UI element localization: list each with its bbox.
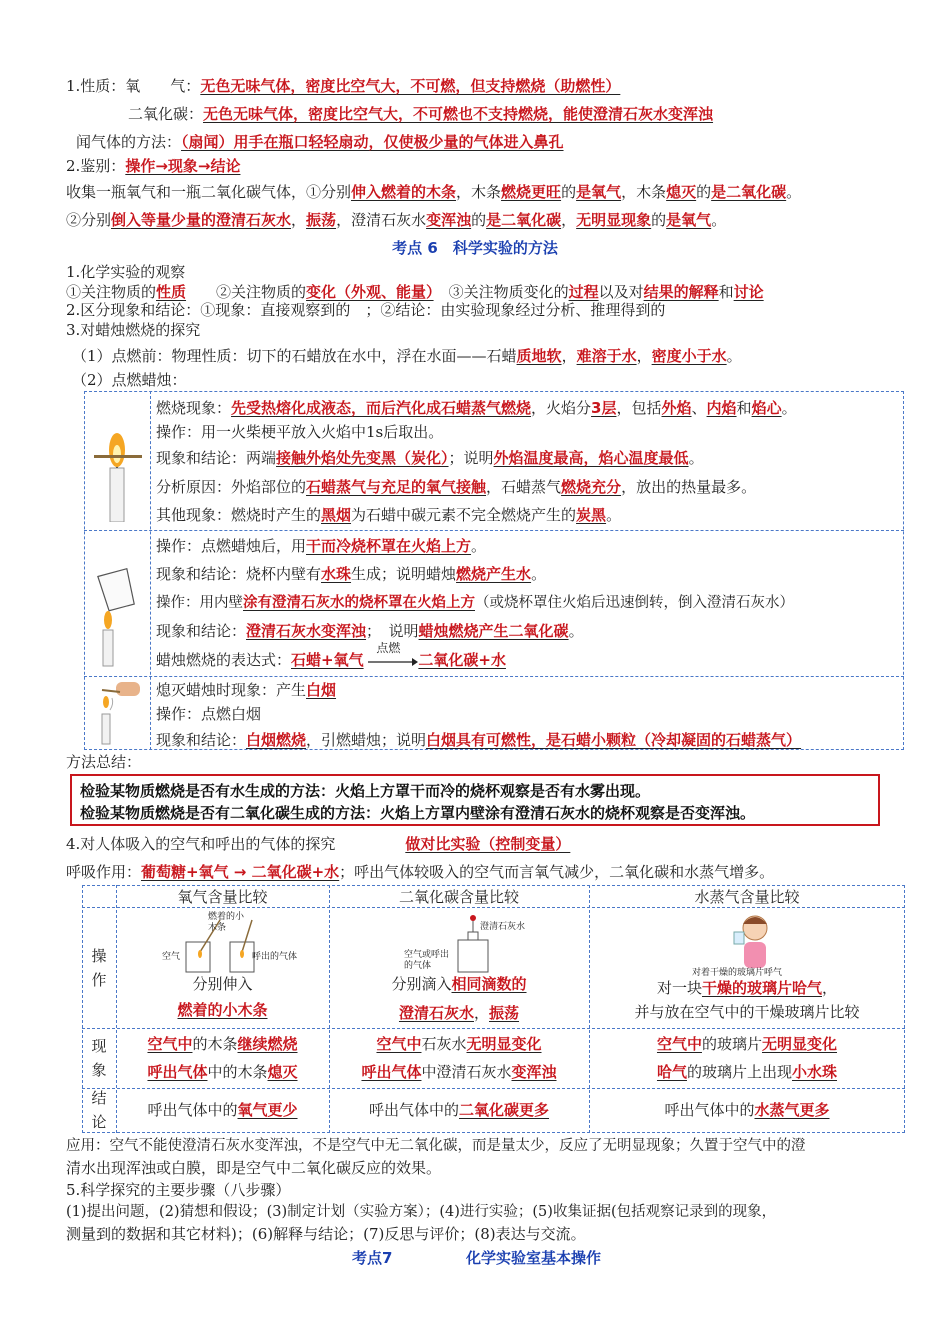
candle-heading: 3.对蜡烛燃烧的探究 xyxy=(66,321,201,339)
op-co2-2: 澄清石灰水，振荡 xyxy=(398,1004,520,1022)
application-line-1: 应用：空气不能使澄清石灰水变浑浊，不是空气中无二氧化碳，而是量太少，反应了无明显现象；久置于空气中的澄 xyxy=(66,1138,806,1154)
water-test-method: 检验某物质燃烧是否有水生成的方法：火焰上方罩干而冷的烧杯观察是否有水雾出现。 xyxy=(80,782,651,800)
candle-beaker-image xyxy=(92,568,144,668)
op-oxygen-1: 分别伸入 xyxy=(192,975,253,993)
steps-line-1: (1)提出问题，(2)猜想和假设；(3)制定计划（实验方案）；(4)进行实验；(5)收集证据(包括观察记录到的现象， xyxy=(66,1204,777,1220)
co2-properties-answer: 无色无味气体，密度比空气大，不可燃也不支持燃烧，能使澄清石灰水变浑浊 xyxy=(203,105,714,123)
identify-sentence-2: ②分别倒入等量少量的澄清石灰水，振荡，澄清石灰水变浑浊的是二氧化碳，无明显现象的是氧气。 xyxy=(66,211,727,229)
observation-points: ①关注物质的性质 ②关注物质的变化（外观、能量） ③关注物质变化的过程以及对结果的解释和讨论 xyxy=(66,283,764,301)
reaction-arrow-icon xyxy=(368,658,418,666)
identify-sentence-1: 收集一瓶氧气和一瓶二氧化碳气体，①分别伸入燃着的木条，木条燃烧更旺的是氧气，木条熄灭的是二氧化碳。 xyxy=(66,183,802,201)
ph-water-2: 哈气的玻璃片上出现小水珠 xyxy=(656,1063,838,1081)
row-label-conclusion: 结论 xyxy=(91,1089,107,1131)
identify-heading: 2.鉴别：操作→现象→结论 xyxy=(66,157,241,175)
row-label-phenomenon: 现象 xyxy=(91,1037,107,1079)
method-summary-box xyxy=(70,774,880,826)
lighting-heading: （2）点燃蜡烛： xyxy=(72,371,187,389)
header-oxygen: 氧气含量比较 xyxy=(177,888,268,906)
smoke-result: 现象和结论：白烟燃烧，引燃蜡烛；说明白烟具有可燃性，是石蜡小颗粒（冷却凝固的石蜡蒸气） xyxy=(156,731,802,749)
matchstick-operation: 操作：用一火柴梗平放入火焰中1s后取出。 xyxy=(156,423,444,441)
smoke-operation: 操作：点燃白烟 xyxy=(156,705,262,723)
flame-analysis: 分析原因：外焰部位的石蜡蒸气与充足的氧气接触，石蜡蒸气燃烧充分，放出的热量最多。 xyxy=(156,478,757,496)
observation-heading: 1.化学实验的观察 xyxy=(66,263,186,281)
co2-test-method: 检验某物质燃烧是否有二氧化碳生成的方法：火焰上方罩内壁涂有澄清石灰水的烧杯观察是否变浑浊。 xyxy=(80,804,756,822)
row-label-operation: 操作 xyxy=(91,947,107,989)
conclusion-co2: 呼出气体中的二氧化碳更多 xyxy=(368,1101,550,1119)
conclusion-oxygen: 呼出气体中的氧气更少 xyxy=(147,1101,298,1119)
candle-flame-matchstick-image xyxy=(92,430,144,522)
smell-method-answer: （扇闻）用手在瓶口轻轻扇动，仅使极少量的气体进入鼻孔 xyxy=(181,133,564,151)
op-water-2: 并与放在空气中的干燥玻璃片比较 xyxy=(634,1003,860,1021)
op-co2-1: 分别滴入相同滴数的 xyxy=(391,975,527,993)
fig3-breath-label: 对着干燥的玻璃片呼气 xyxy=(692,968,783,978)
op-oxygen-2: 燃着的小木条 xyxy=(177,1001,268,1019)
section-number-kp7: 考点7 xyxy=(352,1249,393,1267)
burning-phenomenon: 燃烧现象：先受热熔化成液态，而后汽化成石蜡蒸气燃烧，火焰分3层，包括外焰、内焰和焰心。 xyxy=(156,399,797,417)
extinguish-phenomenon: 熄灭蜡烛时现象：产生白烟 xyxy=(156,681,337,699)
smell-method: 闻气体的方法：（扇闻）用手在瓶口轻轻扇动，仅使极少量的气体进入鼻孔 xyxy=(76,133,564,151)
breath-heading: 4.对人体吸入的空气和呼出的气体的探究 做对比实验（控制变量） xyxy=(66,835,571,853)
phenomenon-vs-conclusion: 2.区分现象和结论：①现象：直接观察到的 ；②结论：由实验现象经过分析、推理得到的 xyxy=(66,301,666,319)
ph-oxygen-1: 空气中的木条继续燃烧 xyxy=(147,1035,298,1053)
fig1-splint-label: 燃着的小木条 xyxy=(208,912,245,933)
candle-equation: 蜡烛燃烧的表达式：石蜡+氧气 点燃 二氧化碳+水 xyxy=(156,650,506,670)
fig2-gas-label: 空气或呼出的气体 xyxy=(404,950,450,971)
section-title-kp6: 考点 6 科学实验的方法 xyxy=(392,239,558,257)
application-line-2: 清水出现浑浊或白膜，即是空气中二氧化碳反应的效果。 xyxy=(66,1159,442,1177)
header-co2: 二氧化碳含量比较 xyxy=(398,888,519,906)
dry-beaker-operation: 操作：点燃蜡烛后，用干而冷烧杯罩在火焰上方。 xyxy=(156,537,487,555)
ph-oxygen-2: 呼出气体中的木条熄灭 xyxy=(147,1063,298,1081)
steps-line-2: 测量到的数据和其它材料)；(6)解释与结论；(7)反思与评价；(8)表达与交流。 xyxy=(66,1225,586,1243)
respiration-equation: 呼吸作用：葡萄糖+氧气 → 二氧化碳+水；呼出气体较吸入的空气而言氧气减少，二氧化碳和水蒸气增多。 xyxy=(66,863,775,881)
fig2-limewater-label: 澄清石灰水 xyxy=(480,922,526,932)
section-title-kp7: 化学实验室基本操作 xyxy=(466,1249,602,1267)
conclusion-water: 呼出气体中的水蒸气更多 xyxy=(664,1101,830,1119)
fig1-exhaled-label: 呼出的气体 xyxy=(252,952,298,962)
fig1-air-label: 空气 xyxy=(162,952,181,962)
dry-beaker-result: 现象和结论：烧杯内壁有水珠生成；说明蜡烛燃烧产生水。 xyxy=(156,565,547,583)
ph-co2-1: 空气中石灰水无明显变化 xyxy=(376,1035,542,1053)
reaction-condition: 点燃 xyxy=(376,641,401,655)
ph-water-1: 空气中的玻璃片无明显变化 xyxy=(656,1035,838,1053)
steps-heading: 5.科学探究的主要步骤（八步骤） xyxy=(66,1181,291,1199)
matchstick-result: 现象和结论：两端接触外焰处先变黑（炭化）；说明外焰温度最高，焰心温度最低。 xyxy=(156,449,704,467)
other-phenomenon: 其他现象：燃烧时产生的黑烟为石蜡中碳元素不完全燃烧产生的炭黑。 xyxy=(156,506,622,524)
before-lighting: （1）点燃前：物理性质：切下的石蜡放在水中，浮在水面——石蜡质地软，难溶于水，密度小于水。 xyxy=(72,347,742,365)
oxygen-properties-answer: 无色无味气体，密度比空气大，不可燃，但支持燃烧（助燃性） xyxy=(200,77,621,95)
candle-smoke-image xyxy=(92,680,144,746)
ph-co2-2: 呼出气体中澄清石灰水变浑浊 xyxy=(361,1063,557,1081)
oxygen-properties: 1.性质：氧 气：无色无味气体，密度比空气大，不可燃，但支持燃烧（助燃性） xyxy=(66,77,621,95)
op-water-1: 对一块干燥的玻璃片哈气， xyxy=(656,979,838,997)
co2-properties: 二氧化碳：无色无味气体，密度比空气大，不可燃也不支持燃烧，能使澄清石灰水变浑浊 xyxy=(128,105,714,123)
girl-breathing-image xyxy=(730,910,780,970)
header-water-vapor: 水蒸气含量比较 xyxy=(694,888,800,906)
limewater-beaker-operation: 操作：用内壁涂有澄清石灰水的烧杯罩在火焰上方（或烧杯罩住火焰后迅速倒转，倒入澄清石灰水） xyxy=(156,595,794,611)
limewater-beaker-result: 现象和结论：澄清石灰水变浑浊； 说明蜡烛燃烧产生二氧化碳。 xyxy=(156,622,584,640)
method-summary-label: 方法总结： xyxy=(66,753,142,771)
